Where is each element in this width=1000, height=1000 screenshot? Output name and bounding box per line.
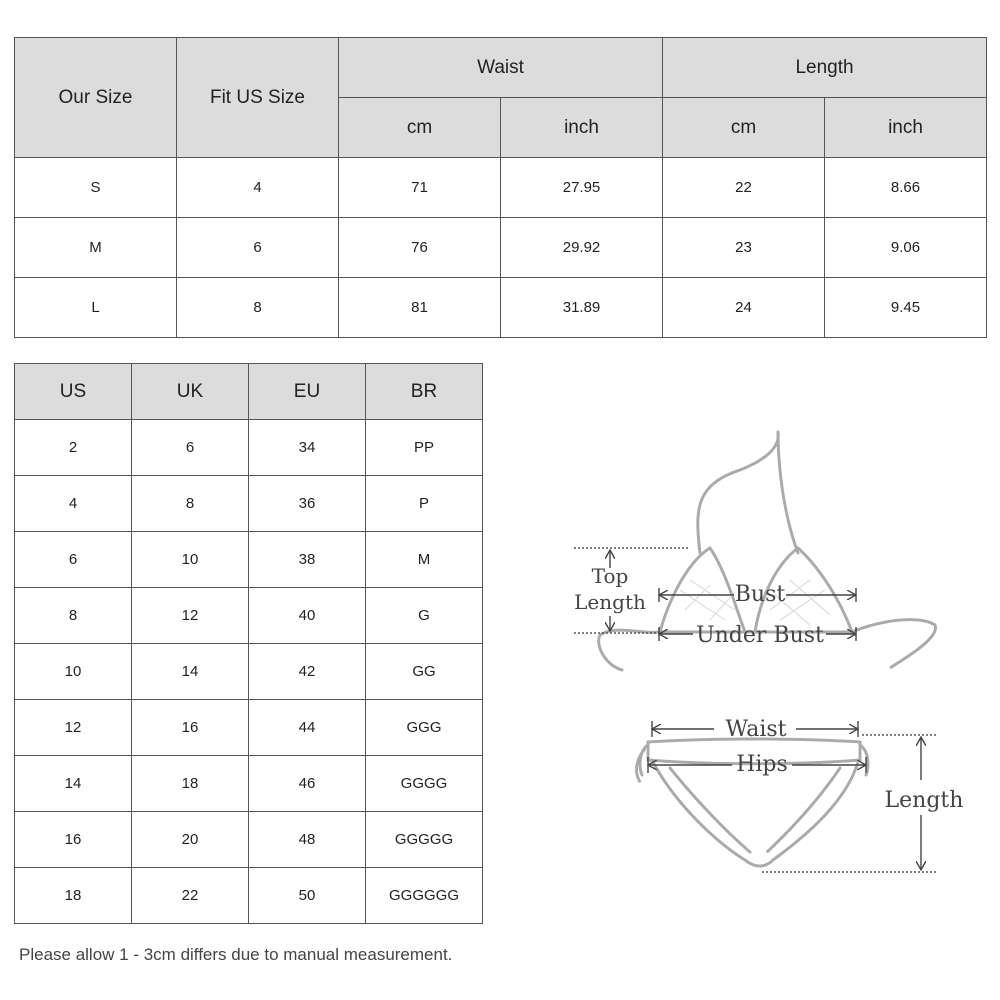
header-uk: UK bbox=[132, 364, 249, 420]
cell-us: 6 bbox=[15, 532, 132, 588]
cell-br: GGG bbox=[366, 700, 483, 756]
waist-label: Waist bbox=[725, 717, 787, 742]
cell-eu: 36 bbox=[249, 476, 366, 532]
table-row bbox=[15, 532, 483, 588]
top-length-label-line1: Top bbox=[591, 564, 629, 588]
cell-length-inch: 9.45 bbox=[825, 278, 987, 338]
cell-uk: 12 bbox=[132, 588, 249, 644]
hips-label: Hips bbox=[736, 752, 788, 777]
table-row bbox=[15, 420, 483, 476]
header-waist-cm: cm bbox=[339, 98, 501, 158]
cell-br: GGGGGG bbox=[366, 868, 483, 924]
cell-waist-inch: 29.92 bbox=[501, 218, 663, 278]
header-br: BR bbox=[366, 364, 483, 420]
cell-br: P bbox=[366, 476, 483, 532]
header-length-inch: inch bbox=[825, 98, 987, 158]
cell-us-size: 4 bbox=[177, 158, 339, 218]
cell-size: S bbox=[15, 158, 177, 218]
measurement-diagram bbox=[560, 420, 980, 890]
measurement-note: Please allow 1 - 3cm differs due to manual measurement. bbox=[19, 945, 453, 964]
cell-length-inch: 8.66 bbox=[825, 158, 987, 218]
header-length-cm: cm bbox=[663, 98, 825, 158]
table-row bbox=[15, 158, 987, 218]
cell-br: PP bbox=[366, 420, 483, 476]
cell-us: 12 bbox=[15, 700, 132, 756]
cell-us: 14 bbox=[15, 756, 132, 812]
cell-us: 18 bbox=[15, 868, 132, 924]
cell-eu: 42 bbox=[249, 644, 366, 700]
cell-us-size: 6 bbox=[177, 218, 339, 278]
cell-length-cm: 22 bbox=[663, 158, 825, 218]
table-row bbox=[15, 278, 987, 338]
cell-waist-inch: 31.89 bbox=[501, 278, 663, 338]
header-waist: Waist bbox=[339, 38, 663, 98]
table-row bbox=[15, 218, 987, 278]
header-eu: EU bbox=[249, 364, 366, 420]
cell-br: G bbox=[366, 588, 483, 644]
bust-label: Bust bbox=[734, 582, 786, 607]
cell-size: L bbox=[15, 278, 177, 338]
header-fit-us-size: Fit US Size bbox=[177, 38, 339, 158]
cell-waist-cm: 76 bbox=[339, 218, 501, 278]
length-label: Length bbox=[884, 788, 964, 813]
cell-eu: 46 bbox=[249, 756, 366, 812]
header-our-size: Our Size bbox=[15, 38, 177, 158]
cell-br: GG bbox=[366, 644, 483, 700]
cell-us: 16 bbox=[15, 812, 132, 868]
cell-br: GGGGG bbox=[366, 812, 483, 868]
cell-uk: 22 bbox=[132, 868, 249, 924]
table-row bbox=[15, 588, 483, 644]
header-waist-inch: inch bbox=[501, 98, 663, 158]
table-row bbox=[15, 700, 483, 756]
cell-uk: 10 bbox=[132, 532, 249, 588]
cell-uk: 18 bbox=[132, 756, 249, 812]
cell-eu: 50 bbox=[249, 868, 366, 924]
cell-length-cm: 23 bbox=[663, 218, 825, 278]
cell-us: 4 bbox=[15, 476, 132, 532]
cell-size: M bbox=[15, 218, 177, 278]
cell-us: 2 bbox=[15, 420, 132, 476]
cell-uk: 6 bbox=[132, 420, 249, 476]
cell-uk: 20 bbox=[132, 812, 249, 868]
cell-uk: 16 bbox=[132, 700, 249, 756]
table-row bbox=[15, 868, 483, 924]
table-row bbox=[15, 812, 483, 868]
cell-eu: 44 bbox=[249, 700, 366, 756]
table-row bbox=[15, 644, 483, 700]
under-bust-label: Under Bust bbox=[696, 623, 824, 648]
cell-us: 10 bbox=[15, 644, 132, 700]
header-length: Length bbox=[663, 38, 987, 98]
table-row bbox=[15, 476, 483, 532]
table-row bbox=[15, 756, 483, 812]
cell-uk: 8 bbox=[132, 476, 249, 532]
cell-eu: 38 bbox=[249, 532, 366, 588]
size-conversion-table bbox=[14, 363, 483, 924]
cell-waist-cm: 71 bbox=[339, 158, 501, 218]
cell-eu: 34 bbox=[249, 420, 366, 476]
cell-length-inch: 9.06 bbox=[825, 218, 987, 278]
header-us: US bbox=[15, 364, 132, 420]
size-chart-table bbox=[14, 37, 987, 338]
cell-br: GGGG bbox=[366, 756, 483, 812]
cell-waist-inch: 27.95 bbox=[501, 158, 663, 218]
cell-eu: 40 bbox=[249, 588, 366, 644]
top-length-label-line2: Length bbox=[574, 590, 646, 614]
cell-us-size: 8 bbox=[177, 278, 339, 338]
cell-eu: 48 bbox=[249, 812, 366, 868]
cell-uk: 14 bbox=[132, 644, 249, 700]
cell-length-cm: 24 bbox=[663, 278, 825, 338]
cell-us: 8 bbox=[15, 588, 132, 644]
cell-br: M bbox=[366, 532, 483, 588]
cell-waist-cm: 81 bbox=[339, 278, 501, 338]
